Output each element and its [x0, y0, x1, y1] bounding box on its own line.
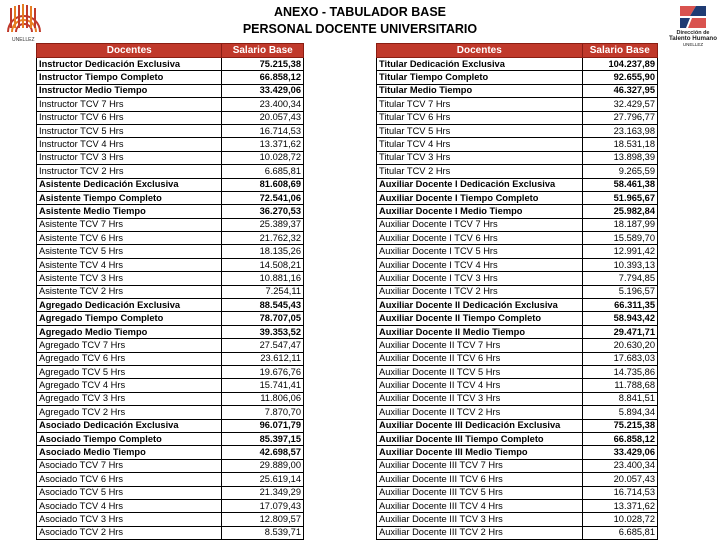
table-row: [37, 218, 304, 231]
table-row: [37, 178, 304, 191]
salario-base-cell: 75.215,38: [582, 419, 657, 432]
docente-category-cell: Auxiliar Docente I TCV 6 Hrs: [377, 232, 583, 245]
docente-category-cell: Asociado TCV 2 Hrs: [37, 526, 222, 539]
table-row: [37, 392, 304, 405]
docente-category-cell: Agregado Dedicación Exclusiva: [37, 299, 222, 312]
page-title: ANEXO - TABULADOR BASE: [274, 5, 446, 19]
salario-base-cell: 25.389,37: [222, 218, 304, 231]
salario-base-cell: 81.608,69: [222, 178, 304, 191]
salario-base-cell: 10.028,72: [582, 513, 657, 526]
salario-base-cell: 10.393,13: [582, 258, 657, 271]
salario-base-cell: 36.270,53: [222, 205, 304, 218]
salario-base-cell: 11.788,68: [582, 379, 657, 392]
docente-category-cell: Auxiliar Docente II TCV 4 Hrs: [377, 379, 583, 392]
table-header-row: [37, 44, 304, 58]
salario-base-cell: 8.539,71: [222, 526, 304, 539]
unellez-logo-text: UNELLEZ: [12, 37, 35, 43]
salario-base-cell: 15.589,70: [582, 232, 657, 245]
docente-category-cell: Instructor TCV 5 Hrs: [37, 124, 222, 137]
table-row: [37, 165, 304, 178]
docente-category-cell: Titular TCV 4 Hrs: [377, 138, 583, 151]
docente-category-cell: Agregado TCV 2 Hrs: [37, 406, 222, 419]
docente-category-cell: Auxiliar Docente II Medio Tiempo: [377, 325, 583, 338]
table-row: [37, 299, 304, 312]
table-row: [377, 205, 658, 218]
salario-base-cell: 20.630,20: [582, 339, 657, 352]
logo-line-1: Dirección de: [676, 30, 710, 36]
docente-category-cell: Auxiliar Docente I Dedicación Exclusiva: [377, 178, 583, 191]
salario-base-cell: 7.870,70: [222, 406, 304, 419]
table-row: [377, 392, 658, 405]
salario-base-cell: 5.196,57: [582, 285, 657, 298]
table-row: [37, 151, 304, 164]
table-row: [377, 98, 658, 111]
docente-category-cell: Asociado TCV 4 Hrs: [37, 499, 222, 512]
page-subtitle: PERSONAL DOCENTE UNIVERSITARIO: [242, 22, 478, 36]
docente-category-cell: Titular TCV 2 Hrs: [377, 165, 583, 178]
docente-category-cell: Asistente Dedicación Exclusiva: [37, 178, 222, 191]
docente-category-cell: Auxiliar Docente III TCV 2 Hrs: [377, 526, 583, 539]
docente-category-cell: Instructor Dedicación Exclusiva: [37, 58, 222, 71]
table-row: [37, 499, 304, 512]
docente-category-cell: Auxiliar Docente I Medio Tiempo: [377, 205, 583, 218]
salario-base-cell: 75.215,38: [222, 58, 304, 71]
salario-base-cell: 42.698,57: [222, 446, 304, 459]
salario-base-cell: 14.508,21: [222, 258, 304, 271]
table-row: [37, 111, 304, 124]
table-row: [37, 406, 304, 419]
docente-category-cell: Auxiliar Docente I TCV 4 Hrs: [377, 258, 583, 271]
table-row: [377, 178, 658, 191]
salario-base-cell: 23.400,34: [222, 98, 304, 111]
salario-base-cell: 13.371,62: [222, 138, 304, 151]
docente-category-cell: Titular Medio Tiempo: [377, 84, 583, 97]
salario-base-cell: 20.057,43: [582, 473, 657, 486]
salario-base-cell: 33.429,06: [222, 84, 304, 97]
docente-category-cell: Instructor TCV 4 Hrs: [37, 138, 222, 151]
docente-category-cell: Asociado Dedicación Exclusiva: [37, 419, 222, 432]
salario-base-cell: 88.545,43: [222, 299, 304, 312]
docente-category-cell: Titular Tiempo Completo: [377, 71, 583, 84]
docente-category-cell: Agregado TCV 3 Hrs: [37, 392, 222, 405]
salario-base-cell: 18.531,18: [582, 138, 657, 151]
table-row: [37, 191, 304, 204]
table-row: [37, 459, 304, 472]
docente-category-cell: Asistente TCV 6 Hrs: [37, 232, 222, 245]
salario-base-cell: 51.965,67: [582, 191, 657, 204]
table-row: [377, 218, 658, 231]
salario-base-cell: 23.400,34: [582, 459, 657, 472]
table-row: [377, 325, 658, 338]
table-row: [377, 151, 658, 164]
table-row: [37, 432, 304, 445]
docente-category-cell: Auxiliar Docente II Dedicación Exclusiva: [377, 299, 583, 312]
table-row: [377, 339, 658, 352]
table-row: [37, 379, 304, 392]
docente-category-cell: Agregado Tiempo Completo: [37, 312, 222, 325]
docente-category-cell: Auxiliar Docente III TCV 4 Hrs: [377, 499, 583, 512]
table-row: [377, 432, 658, 445]
table-row: [377, 299, 658, 312]
table-row: [377, 486, 658, 499]
docente-category-cell: Asistente TCV 3 Hrs: [37, 272, 222, 285]
docente-category-cell: Agregado TCV 6 Hrs: [37, 352, 222, 365]
salario-base-cell: 16.714,53: [222, 124, 304, 137]
docente-category-cell: Auxiliar Docente I Tiempo Completo: [377, 191, 583, 204]
table-row: [37, 352, 304, 365]
salario-base-cell: 13.371,62: [582, 499, 657, 512]
salario-base-cell: 104.237,89: [582, 58, 657, 71]
docente-category-cell: Auxiliar Docente III TCV 5 Hrs: [377, 486, 583, 499]
docente-category-cell: Instructor Tiempo Completo: [37, 71, 222, 84]
salario-base-cell: 92.655,90: [582, 71, 657, 84]
table-row: [377, 526, 658, 539]
docente-category-cell: Auxiliar Docente III Medio Tiempo: [377, 446, 583, 459]
docente-category-cell: Asociado Medio Tiempo: [37, 446, 222, 459]
table-row: [377, 71, 658, 84]
table-row: [377, 513, 658, 526]
docente-category-cell: Agregado TCV 5 Hrs: [37, 365, 222, 378]
table-row: [37, 285, 304, 298]
docente-category-cell: Auxiliar Docente III Dedicación Exclusiva: [377, 419, 583, 432]
docente-category-cell: Asistente TCV 5 Hrs: [37, 245, 222, 258]
table-row: [377, 191, 658, 204]
docente-category-cell: Agregado Medio Tiempo: [37, 325, 222, 338]
salario-base-cell: 21.762,32: [222, 232, 304, 245]
table-row: [377, 419, 658, 432]
docente-category-cell: Auxiliar Docente II TCV 7 Hrs: [377, 339, 583, 352]
table-row: [377, 124, 658, 137]
column-header-salario: Salario Base: [582, 44, 657, 58]
table-row: [37, 232, 304, 245]
talento-humano-logo: [666, 4, 720, 56]
docente-category-cell: Auxiliar Docente III TCV 6 Hrs: [377, 473, 583, 486]
talento-humano-emblem-icon: [676, 4, 710, 30]
salary-table-left: [36, 43, 304, 540]
logo-line-3: UNELLEZ: [682, 42, 704, 47]
table-header-row: [377, 44, 658, 58]
table-row: [37, 473, 304, 486]
docente-category-cell: Asociado Tiempo Completo: [37, 432, 222, 445]
table-row: [377, 84, 658, 97]
salario-base-cell: 20.057,43: [222, 111, 304, 124]
salario-base-cell: 66.858,12: [222, 71, 304, 84]
table-row: [37, 272, 304, 285]
table-row: [37, 446, 304, 459]
table-row: [377, 312, 658, 325]
salario-base-cell: 85.397,15: [222, 432, 304, 445]
table-row: [37, 98, 304, 111]
salario-base-cell: 15.741,41: [222, 379, 304, 392]
docente-category-cell: Instructor TCV 2 Hrs: [37, 165, 222, 178]
table-row: [37, 325, 304, 338]
salario-base-cell: 46.327,95: [582, 84, 657, 97]
table-row: [377, 258, 658, 271]
salario-base-cell: 27.547,47: [222, 339, 304, 352]
table-row: [37, 205, 304, 218]
table-row: [377, 473, 658, 486]
salario-base-cell: 25.982,84: [582, 205, 657, 218]
table-row: [37, 312, 304, 325]
table-row: [377, 379, 658, 392]
table-row: [37, 258, 304, 271]
salario-base-cell: 66.858,12: [582, 432, 657, 445]
salario-base-cell: 72.541,06: [222, 191, 304, 204]
table-row: [37, 526, 304, 539]
docente-category-cell: Instructor TCV 3 Hrs: [37, 151, 222, 164]
salario-base-cell: 96.071,79: [222, 419, 304, 432]
docente-category-cell: Auxiliar Docente I TCV 7 Hrs: [377, 218, 583, 231]
column-header-salario: Salario Base: [222, 44, 304, 58]
salario-base-cell: 6.685,81: [582, 526, 657, 539]
unellez-emblem-icon: [4, 2, 44, 38]
docente-category-cell: Agregado TCV 7 Hrs: [37, 339, 222, 352]
salario-base-cell: 25.619,14: [222, 473, 304, 486]
salario-base-cell: 9.265,59: [582, 165, 657, 178]
salario-base-cell: 16.714,53: [582, 486, 657, 499]
table-row: [37, 84, 304, 97]
salario-base-cell: 32.429,57: [582, 98, 657, 111]
docente-category-cell: Auxiliar Docente II TCV 6 Hrs: [377, 352, 583, 365]
salario-base-cell: 66.311,35: [582, 299, 657, 312]
salario-base-cell: 12.809,57: [222, 513, 304, 526]
docente-category-cell: Auxiliar Docente III TCV 3 Hrs: [377, 513, 583, 526]
column-header-docentes: Docentes: [37, 44, 222, 58]
salario-base-cell: 58.943,42: [582, 312, 657, 325]
salario-base-cell: 6.685,81: [222, 165, 304, 178]
docente-category-cell: Instructor Medio Tiempo: [37, 84, 222, 97]
table-row: [37, 58, 304, 71]
docente-category-cell: Asistente Medio Tiempo: [37, 205, 222, 218]
salario-base-cell: 10.028,72: [222, 151, 304, 164]
docente-category-cell: Auxiliar Docente I TCV 5 Hrs: [377, 245, 583, 258]
docente-category-cell: Asistente TCV 4 Hrs: [37, 258, 222, 271]
docente-category-cell: Titular TCV 6 Hrs: [377, 111, 583, 124]
salario-base-cell: 12.991,42: [582, 245, 657, 258]
salario-base-cell: 5.894,34: [582, 406, 657, 419]
salario-base-cell: 7.254,11: [222, 285, 304, 298]
docente-category-cell: Auxiliar Docente I TCV 3 Hrs: [377, 272, 583, 285]
docente-category-cell: Instructor TCV 7 Hrs: [37, 98, 222, 111]
table-row: [377, 446, 658, 459]
salario-base-cell: 18.135,26: [222, 245, 304, 258]
salario-base-cell: 8.841,51: [582, 392, 657, 405]
docente-category-cell: Auxiliar Docente II TCV 5 Hrs: [377, 365, 583, 378]
table-row: [377, 365, 658, 378]
salario-base-cell: 78.707,05: [222, 312, 304, 325]
docente-category-cell: Titular TCV 3 Hrs: [377, 151, 583, 164]
salario-base-cell: 29.889,00: [222, 459, 304, 472]
table-row: [377, 165, 658, 178]
table-row: [377, 406, 658, 419]
salario-base-cell: 23.163,98: [582, 124, 657, 137]
docente-category-cell: Titular TCV 5 Hrs: [377, 124, 583, 137]
docente-category-cell: Auxiliar Docente II TCV 3 Hrs: [377, 392, 583, 405]
salario-base-cell: 19.676,76: [222, 365, 304, 378]
salario-base-cell: 13.898,39: [582, 151, 657, 164]
salario-base-cell: 17.079,43: [222, 499, 304, 512]
table-row: [37, 138, 304, 151]
docente-category-cell: Auxiliar Docente III TCV 7 Hrs: [377, 459, 583, 472]
table-row: [377, 499, 658, 512]
logo-line-2: Talento Humano: [668, 35, 717, 42]
salario-base-cell: 39.353,52: [222, 325, 304, 338]
column-header-docentes: Docentes: [377, 44, 583, 58]
docente-category-cell: Titular TCV 7 Hrs: [377, 98, 583, 111]
salario-base-cell: 14.735,86: [582, 365, 657, 378]
title-block: [180, 4, 540, 38]
table-row: [37, 419, 304, 432]
table-row: [377, 245, 658, 258]
salario-base-cell: 7.794,85: [582, 272, 657, 285]
docente-category-cell: Titular Dedicación Exclusiva: [377, 58, 583, 71]
table-row: [37, 124, 304, 137]
docente-category-cell: Agregado TCV 4 Hrs: [37, 379, 222, 392]
table-row: [37, 486, 304, 499]
docente-category-cell: Asociado TCV 5 Hrs: [37, 486, 222, 499]
table-row: [377, 459, 658, 472]
docente-category-cell: Asistente TCV 2 Hrs: [37, 285, 222, 298]
docente-category-cell: Asociado TCV 3 Hrs: [37, 513, 222, 526]
docente-category-cell: Auxiliar Docente I TCV 2 Hrs: [377, 285, 583, 298]
salario-base-cell: 58.461,38: [582, 178, 657, 191]
table-row: [37, 513, 304, 526]
docente-category-cell: Instructor TCV 6 Hrs: [37, 111, 222, 124]
salario-base-cell: 17.683,03: [582, 352, 657, 365]
docente-category-cell: Auxiliar Docente III Tiempo Completo: [377, 432, 583, 445]
salario-base-cell: 29.471,71: [582, 325, 657, 338]
table-row: [377, 285, 658, 298]
table-row: [377, 232, 658, 245]
table-row: [37, 245, 304, 258]
docente-category-cell: Asociado TCV 7 Hrs: [37, 459, 222, 472]
salario-base-cell: 27.796,77: [582, 111, 657, 124]
table-row: [37, 71, 304, 84]
docente-category-cell: Auxiliar Docente II Tiempo Completo: [377, 312, 583, 325]
table-row: [37, 365, 304, 378]
document-header: [0, 0, 720, 47]
salario-base-cell: 10.881,16: [222, 272, 304, 285]
docente-category-cell: Asociado TCV 6 Hrs: [37, 473, 222, 486]
unellez-logo: [4, 2, 44, 43]
table-row: [377, 138, 658, 151]
table-row: [377, 111, 658, 124]
salario-base-cell: 11.806,06: [222, 392, 304, 405]
salario-base-cell: 18.187,99: [582, 218, 657, 231]
docente-category-cell: Auxiliar Docente II TCV 2 Hrs: [377, 406, 583, 419]
salario-base-cell: 23.612,11: [222, 352, 304, 365]
salario-base-cell: 33.429,06: [582, 446, 657, 459]
table-row: [377, 352, 658, 365]
table-row: [37, 339, 304, 352]
docente-category-cell: Asistente TCV 7 Hrs: [37, 218, 222, 231]
table-row: [377, 58, 658, 71]
salario-base-cell: 21.349,29: [222, 486, 304, 499]
table-row: [377, 272, 658, 285]
salary-table-right: [376, 43, 658, 540]
docente-category-cell: Asistente Tiempo Completo: [37, 191, 222, 204]
